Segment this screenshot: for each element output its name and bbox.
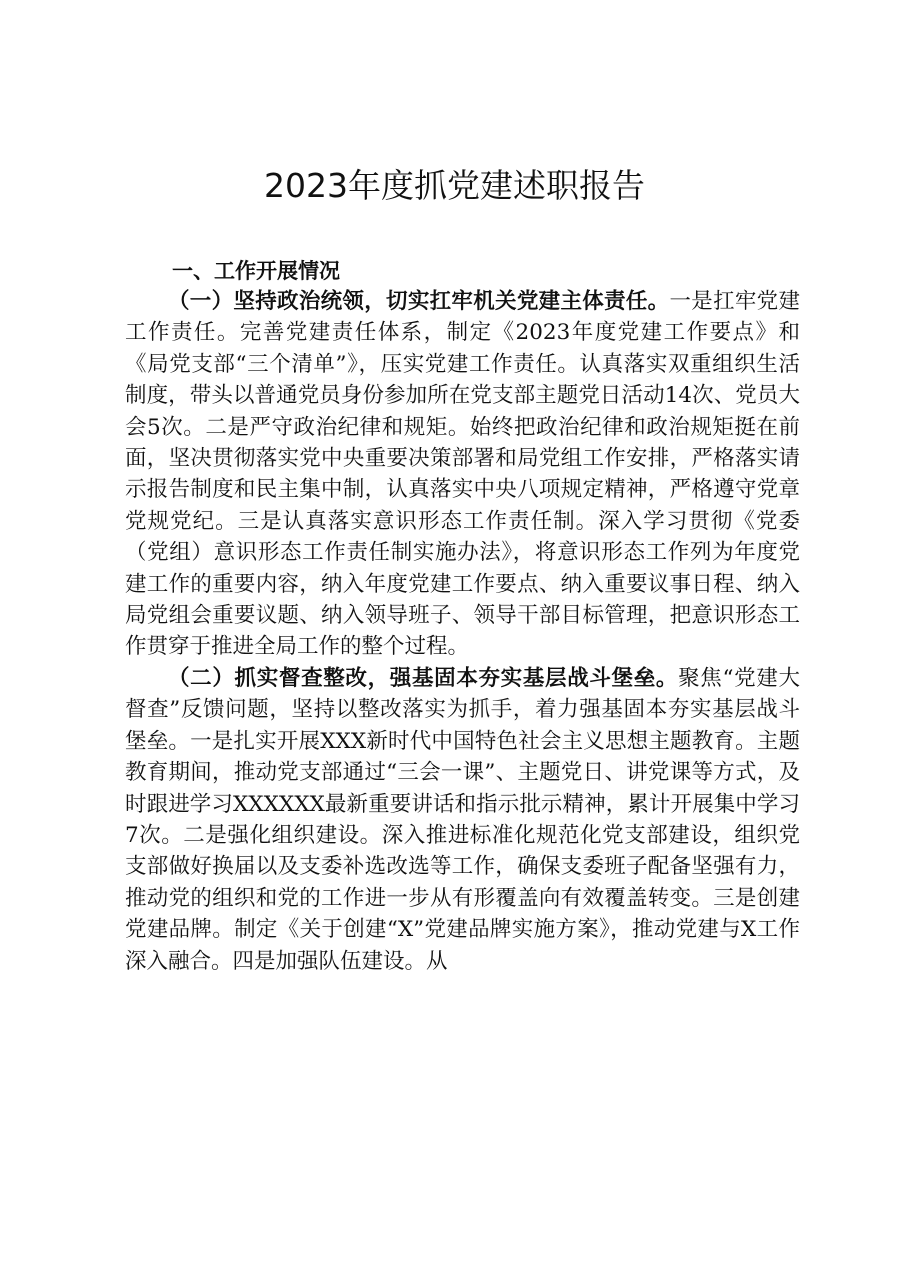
document-title: 2023年度抓党建述职报告 [264,166,645,205]
paragraph-1 [125,286,800,663]
paragraph-2-text: 聚焦“党建大督查”反馈问题，坚持以整改落实为抓手，着力强基固本夯实基层战斗堡垒。一是扎实开展XXX新时代中国特色社会主义思想主题教育。主题教育期间，推动党支部通过“三会一课”、主题党日、讲党课等方式，及时跟进学习XXXXXX最新重要讲话和指示批示精神，累计开展集中学习7次。二是强化组织建设。深入推进标准化规范化党支部建设，组织党支部做好换届以及支委补选改选等工作，确保支委班子配备坚强有力，推动党的组织和党的工作进一步从有形覆盖向有效覆盖转变。三是创建党建品牌。制定《关于创建“X”党建品牌实施方案》，推动党建与X工作深入融合。四是加强队伍建设。从 [125,665,800,974]
document-body [125,286,800,977]
section-heading: 一、工作开展情况 [172,259,340,283]
paragraph-1-heading: （一）坚持政治统领，切实扛牢机关党建主体责任。 [168,289,670,314]
paragraph-2 [125,663,800,977]
paragraph-1-text: 一是扛牢党建工作责任。完善党建责任体系，制定《2023年度党建工作要点》和《局党支部“三个清单”》，压实党建工作责任。认真落实双重组织生活制度，带头以普通党员身份参加所在党支部主题党日活动14次、党员大会5次。二是严守政治纪律和规矩。始终把政治纪律和政治规矩挺在前面，坚决贯彻落实党中央重要决策部署和局党组工作安排，严格落实请示报告制度和民主集中制，认真落实中央八项规定精神，严格遵守党章党规党纪。三是认真落实意识形态工作责任制。深入学习贯彻《党委（党组）意识形态工作责任制实施办法》，将意识形态工作列为年度党建工作的重要内容，纳入年度党建工作要点、纳入重要议事日程、纳入局党组会重要议题、纳入领导班子、领导干部目标管理，把意识形态工作贯穿于推进全局工作的整个过程。 [125,289,800,660]
paragraph-2-heading: （二）抓实督查整改，强基固本夯实基层战斗堡垒。 [168,665,679,691]
